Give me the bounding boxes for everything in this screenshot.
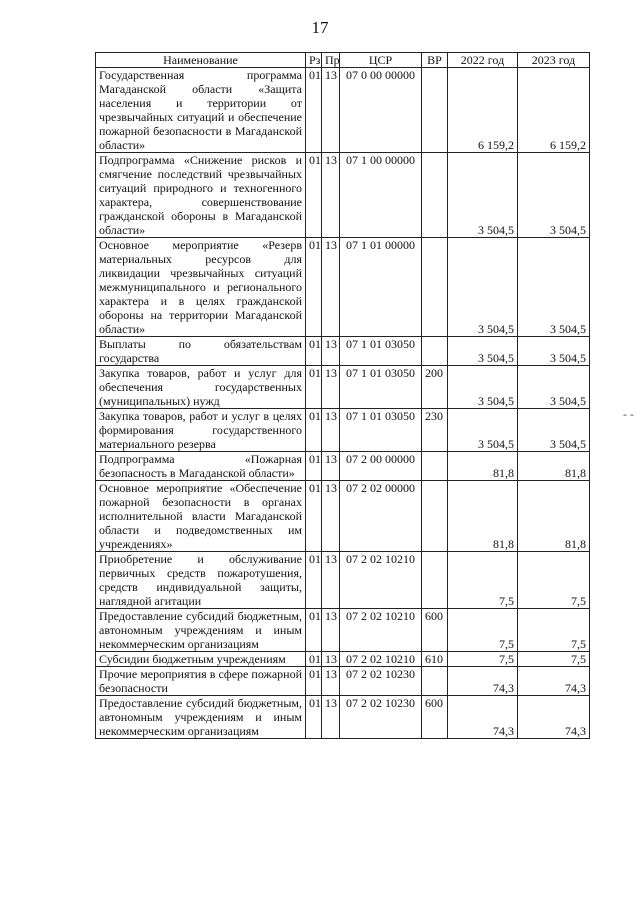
cell-vr	[422, 552, 448, 609]
cell-rz: 01	[306, 696, 322, 739]
cell-rz: 01	[306, 68, 322, 153]
cell-name: Приобретение и обслуживание первичных средств пожаротушения, средств индивидуальной защиты, наглядной агитации	[96, 552, 306, 609]
cell-csr: 07 1 01 00000	[340, 238, 422, 337]
cell-rz: 01	[306, 552, 322, 609]
cell-vr	[422, 68, 448, 153]
cell-2022: 74,3	[448, 696, 518, 739]
table-row	[96, 452, 590, 481]
cell-rz: 01	[306, 153, 322, 238]
table-row	[96, 366, 590, 409]
table-header-row	[96, 53, 590, 68]
header-csr: ЦСР	[340, 53, 422, 68]
cell-pr: 13	[322, 696, 340, 739]
cell-vr	[422, 238, 448, 337]
cell-2023: 3 504,5	[518, 337, 590, 366]
cell-2023: 74,3	[518, 696, 590, 739]
cell-pr: 13	[322, 552, 340, 609]
cell-name: Закупка товаров, работ и услуг для обеспечения государственных (муниципальных) нужд	[96, 366, 306, 409]
cell-csr: 07 2 02 10210	[340, 552, 422, 609]
cell-vr: 600	[422, 696, 448, 739]
header-vr: ВР	[422, 53, 448, 68]
cell-csr: 07 1 01 03050	[340, 409, 422, 452]
cell-vr: 200	[422, 366, 448, 409]
cell-csr: 07 2 02 10210	[340, 609, 422, 652]
cell-2022: 81,8	[448, 481, 518, 552]
cell-name: Основное мероприятие «Резерв материальных ресурсов для ликвидации чрезвычайных ситуаций межмуниципального и регионального характера и в целях гражданской обороны на территории Магаданской области»	[96, 238, 306, 337]
cell-pr: 13	[322, 667, 340, 696]
table-row	[96, 238, 590, 337]
cell-2022: 7,5	[448, 552, 518, 609]
cell-2022: 7,5	[448, 652, 518, 667]
cell-vr	[422, 153, 448, 238]
cell-2022: 3 504,5	[448, 366, 518, 409]
cell-2023: 7,5	[518, 552, 590, 609]
cell-rz: 01	[306, 609, 322, 652]
cell-csr: 07 0 00 00000	[340, 68, 422, 153]
cell-name: Прочие мероприятия в сфере пожарной безопасности	[96, 667, 306, 696]
table-row	[96, 652, 590, 667]
cell-2022: 3 504,5	[448, 238, 518, 337]
cell-name: Предоставление субсидий бюджетным, автономным учреждениям и иным некоммерческим организациям	[96, 696, 306, 739]
cell-2022: 7,5	[448, 609, 518, 652]
cell-pr: 13	[322, 481, 340, 552]
cell-csr: 07 2 02 10230	[340, 667, 422, 696]
cell-2023: 3 504,5	[518, 409, 590, 452]
table-row	[96, 153, 590, 238]
cell-rz: 01	[306, 652, 322, 667]
edge-mark: - -	[623, 407, 634, 421]
cell-name: Закупка товаров, работ и услуг в целях формирования государственного материального резерва	[96, 409, 306, 452]
cell-pr: 13	[322, 153, 340, 238]
cell-pr: 13	[322, 238, 340, 337]
table-row	[96, 667, 590, 696]
table-row	[96, 696, 590, 739]
cell-name: Субсидии бюджетным учреждениям	[96, 652, 306, 667]
cell-name: Основное мероприятие «Обеспечение пожарной безопасности в органах исполнительной власти Магаданской области и подведомственных им учреждениях»	[96, 481, 306, 552]
cell-name: Подпрограмма «Пожарная безопасность в Магаданской области»	[96, 452, 306, 481]
cell-vr	[422, 667, 448, 696]
page-number: 17	[311, 18, 329, 37]
cell-2022: 74,3	[448, 667, 518, 696]
cell-rz: 01	[306, 366, 322, 409]
cell-vr	[422, 452, 448, 481]
header-name: Наименование	[96, 53, 306, 68]
header-pr: Пр	[322, 53, 340, 68]
cell-2022: 6 159,2	[448, 68, 518, 153]
cell-2022: 3 504,5	[448, 337, 518, 366]
cell-pr: 13	[322, 337, 340, 366]
budget-table	[95, 52, 590, 739]
header-2023: 2023 год	[518, 53, 590, 68]
table-row	[96, 337, 590, 366]
cell-pr: 13	[322, 68, 340, 153]
cell-pr: 13	[322, 652, 340, 667]
table-row	[96, 68, 590, 153]
table-row	[96, 409, 590, 452]
cell-rz: 01	[306, 238, 322, 337]
cell-2023: 7,5	[518, 652, 590, 667]
cell-2022: 3 504,5	[448, 409, 518, 452]
cell-pr: 13	[322, 366, 340, 409]
cell-name: Предоставление субсидий бюджетным, автономным учреждениям и иным некоммерческим организациям	[96, 609, 306, 652]
cell-vr: 600	[422, 609, 448, 652]
cell-2023: 3 504,5	[518, 238, 590, 337]
cell-2023: 3 504,5	[518, 366, 590, 409]
cell-rz: 01	[306, 337, 322, 366]
cell-csr: 07 2 02 00000	[340, 481, 422, 552]
cell-rz: 01	[306, 481, 322, 552]
cell-pr: 13	[322, 452, 340, 481]
cell-2023: 74,3	[518, 667, 590, 696]
cell-csr: 07 2 00 00000	[340, 452, 422, 481]
cell-rz: 01	[306, 667, 322, 696]
cell-2023: 81,8	[518, 481, 590, 552]
cell-csr: 07 1 01 03050	[340, 337, 422, 366]
cell-2022: 3 504,5	[448, 153, 518, 238]
cell-name: Подпрограмма «Снижение рисков и смягчение последствий чрезвычайных ситуаций природного и техногенного характера, совершенствование гражданской обороны в Магаданской области»	[96, 153, 306, 238]
cell-rz: 01	[306, 452, 322, 481]
header-rz: Рз	[306, 53, 322, 68]
cell-2023: 6 159,2	[518, 68, 590, 153]
cell-name: Выплаты по обязательствам государства	[96, 337, 306, 366]
cell-vr: 230	[422, 409, 448, 452]
cell-vr: 610	[422, 652, 448, 667]
cell-vr	[422, 481, 448, 552]
table-row	[96, 609, 590, 652]
cell-2023: 81,8	[518, 452, 590, 481]
cell-csr: 07 2 02 10210	[340, 652, 422, 667]
cell-2023: 3 504,5	[518, 153, 590, 238]
cell-csr: 07 1 00 00000	[340, 153, 422, 238]
cell-2023: 7,5	[518, 609, 590, 652]
cell-csr: 07 2 02 10230	[340, 696, 422, 739]
cell-pr: 13	[322, 609, 340, 652]
cell-2022: 81,8	[448, 452, 518, 481]
table-row	[96, 481, 590, 552]
cell-pr: 13	[322, 409, 340, 452]
cell-rz: 01	[306, 409, 322, 452]
header-2022: 2022 год	[448, 53, 518, 68]
table-row	[96, 552, 590, 609]
cell-vr	[422, 337, 448, 366]
cell-csr: 07 1 01 03050	[340, 366, 422, 409]
cell-name: Государственная программа Магаданской области «Защита населения и территории от чрезвычайных ситуаций и обеспечение пожарной безопасности в Магаданской области»	[96, 68, 306, 153]
